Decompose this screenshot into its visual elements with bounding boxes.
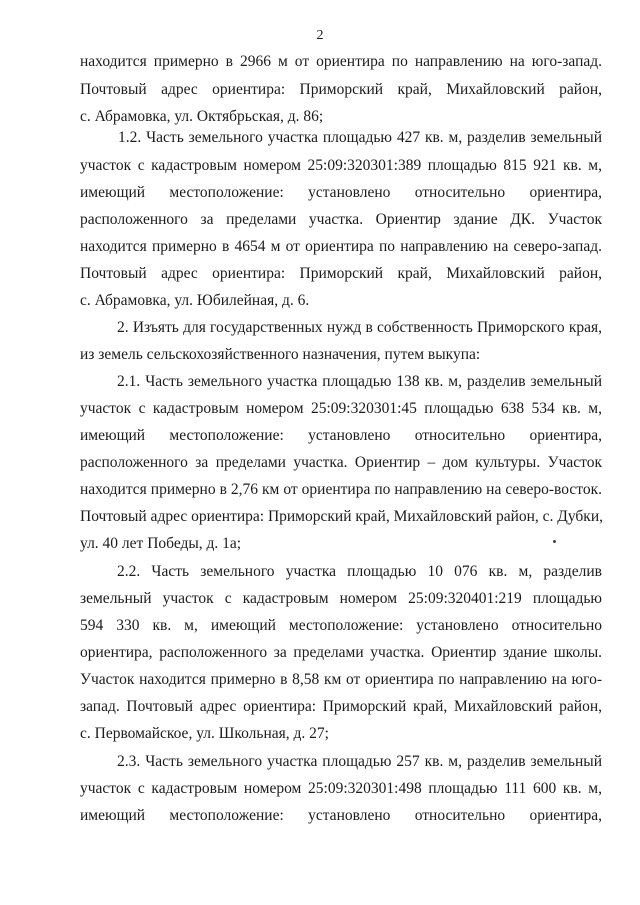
text-line: запад. Почтовый адрес ориентира: Приморский край, Михайловский район, xyxy=(80,698,602,715)
text-line: расположенного за пределами участка. Ориентир здание ДК. Участок xyxy=(80,211,602,228)
text-line: участок с кадастровым номером 25:09:320301:389 площадью 815 921 кв. м, xyxy=(80,157,602,174)
text-line: земельный участок с кадастровым номером 25:09:320401:219 площадью xyxy=(80,590,602,607)
text-line: с. Абрамовка, ул. Юбилейная, д. 6. xyxy=(80,292,310,309)
text-line: участок с кадастровым номером 25:09:320301:498 площадью 111 600 кв. м, xyxy=(80,780,602,797)
text-line: находится примерно в 2966 м от ориентира по направлению на юго-запад. xyxy=(80,53,602,70)
text-line: имеющий местоположение: установлено относительно ориентира, xyxy=(80,807,602,824)
text-line: расположенного за пределами участка. Ориентир – дом культуры. Участок xyxy=(80,454,602,471)
text-line: из земель сельскохозяйственного назначения, путем выкупа: xyxy=(80,346,481,363)
text-line: Почтовый адрес ориентира: Приморский край, Михайловский район, с. Дубки, xyxy=(80,508,604,525)
text-line: 594 330 кв. м, имеющий местоположение: установлено относительно xyxy=(80,617,602,634)
text-line: ул. 40 лет Победы, д. 1а; xyxy=(80,535,242,552)
page-number: 2 xyxy=(316,28,324,43)
text-line: находится примерно в 4654 м от ориентира по направлению на северо-запад. xyxy=(80,238,602,255)
scan-speck xyxy=(553,540,556,543)
text-line: ориентира, расположенного за пределами участка. Ориентир здание школы. xyxy=(80,644,602,661)
text-line: имеющий местоположение: установлено относительно ориентира, xyxy=(80,184,602,201)
text-line: с. Первомайское, ул. Школьная, д. 27; xyxy=(80,725,329,742)
text-line: участок с кадастровым номером 25:09:320301:45 площадью 638 534 кв. м, xyxy=(80,400,602,417)
text-line: 2.3. Часть земельного участка площадью 257 кв. м, разделив земельный xyxy=(117,753,602,770)
text-line: Почтовый адрес ориентира: Приморский край, Михайловский район, xyxy=(80,81,602,98)
text-line: с. Абрамовка, ул. Октябрьская, д. 86; xyxy=(80,108,324,125)
text-line: 1.2. Часть земельного участка площадью 427 кв. м, разделив земельный xyxy=(118,129,602,146)
text-line: находится примерно в 2,76 км от ориентира по направлению на северо-восток. xyxy=(80,481,602,498)
text-line: Почтовый адрес ориентира: Приморский край, Михайловский район, xyxy=(80,265,602,282)
text-line: 2.1. Часть земельного участка площадью 138 кв. м, разделив земельный xyxy=(117,373,602,390)
text-line: имеющий местоположение: установлено относительно ориентира, xyxy=(80,427,602,444)
text-line: 2.2. Часть земельного участка площадью 10 076 кв. м, разделив xyxy=(117,563,602,580)
text-line: 2. Изъять для государственных нужд в собственность Приморского края, xyxy=(117,319,602,336)
text-line: Участок находится примерно в 8,58 км от ориентира по направлению на юго- xyxy=(80,671,602,688)
